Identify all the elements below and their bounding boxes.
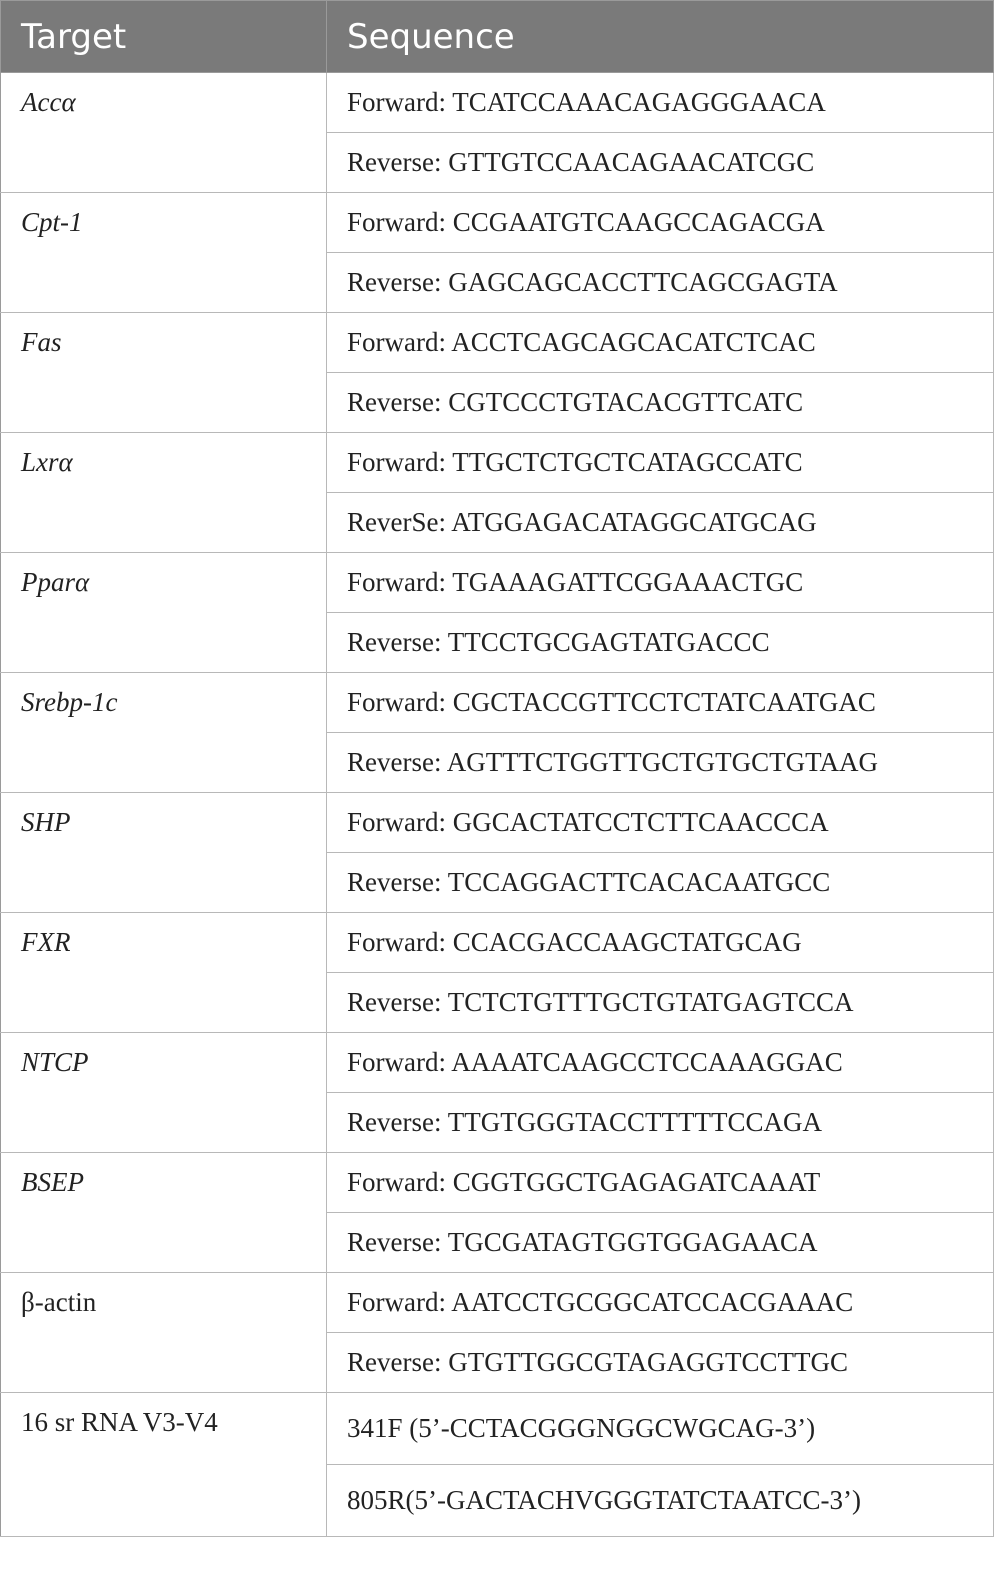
sequence-cell: ReverSe: ATGGAGACATAGGCATGCAG <box>327 493 994 553</box>
table-row <box>1 1273 994 1333</box>
sequence-cell: Forward: TCATCCAAACAGAGGGAACA <box>327 73 994 133</box>
sequence-cell: Reverse: GTTGTCCAACAGAACATCGC <box>327 133 994 193</box>
sequence-cell: Reverse: AGTTTCTGGTTGCTGTGCTGTAAG <box>327 733 994 793</box>
sequence-cell: Forward: TGAAAGATTCGGAAACTGC <box>327 553 994 613</box>
sequence-cell: Forward: CCGAATGTCAAGCCAGACGA <box>327 193 994 253</box>
sequence-cell: Forward: AATCCTGCGGCATCCACGAAAC <box>327 1273 994 1333</box>
table-row <box>1 1153 994 1213</box>
table-body <box>1 73 994 1537</box>
sequence-cell: Forward: GGCACTATCCTCTTCAACCCA <box>327 793 994 853</box>
target-cell: Cpt-1 <box>1 193 327 313</box>
target-cell: Lxrα <box>1 433 327 553</box>
target-cell: 16 sr RNA V3-V4 <box>1 1393 327 1537</box>
table-row <box>1 1033 994 1093</box>
sequence-cell: Reverse: TTCCTGCGAGTATGACCC <box>327 613 994 673</box>
header-target: Target <box>1 1 327 73</box>
sequence-cell: Reverse: TTGTGGGTACCTTTTTCCAGA <box>327 1093 994 1153</box>
sequence-cell: Reverse: GTGTTGGCGTAGAGGTCCTTGC <box>327 1333 994 1393</box>
target-cell: NTCP <box>1 1033 327 1153</box>
target-cell: Srebp-1c <box>1 673 327 793</box>
target-cell: SHP <box>1 793 327 913</box>
target-cell: BSEP <box>1 1153 327 1273</box>
target-cell: Pparα <box>1 553 327 673</box>
sequence-cell: Forward: TTGCTCTGCTCATAGCCATC <box>327 433 994 493</box>
target-cell: Fas <box>1 313 327 433</box>
table-row <box>1 673 994 733</box>
sequence-cell: Reverse: TCCAGGACTTCACACAATGCC <box>327 853 994 913</box>
table-header-row <box>1 1 994 73</box>
sequence-cell: Forward: CCACGACCAAGCTATGCAG <box>327 913 994 973</box>
sequence-cell: Reverse: TCTCTGTTTGCTGTATGAGTCCA <box>327 973 994 1033</box>
target-cell: FXR <box>1 913 327 1033</box>
sequence-cell: Forward: CGCTACCGTTCCTCTATCAATGAC <box>327 673 994 733</box>
sequence-cell: Forward: AAAATCAAGCCTCCAAAGGAC <box>327 1033 994 1093</box>
table-row <box>1 913 994 973</box>
sequence-cell: Reverse: GAGCAGCACCTTCAGCGAGTA <box>327 253 994 313</box>
header-sequence: Sequence <box>327 1 994 73</box>
table-row <box>1 313 994 373</box>
sequence-cell: Forward: ACCTCAGCAGCACATCTCAC <box>327 313 994 373</box>
sequence-cell: Forward: CGGTGGCTGAGAGATCAAAT <box>327 1153 994 1213</box>
sequence-cell: 805R(5’-GACTACHVGGGTATCTAATCC-3’) <box>327 1465 994 1537</box>
target-cell: β-actin <box>1 1273 327 1393</box>
table-row <box>1 1393 994 1465</box>
table-row <box>1 73 994 133</box>
table-row <box>1 793 994 853</box>
table-row <box>1 553 994 613</box>
sequence-cell: Reverse: CGTCCCTGTACACGTTCATC <box>327 373 994 433</box>
sequence-cell: 341F (5’-CCTACGGGNGGCWGCAG-3’) <box>327 1393 994 1465</box>
table-row <box>1 433 994 493</box>
sequence-cell: Reverse: TGCGATAGTGGTGGAGAACA <box>327 1213 994 1273</box>
table-row <box>1 193 994 253</box>
target-cell: Accα <box>1 73 327 193</box>
